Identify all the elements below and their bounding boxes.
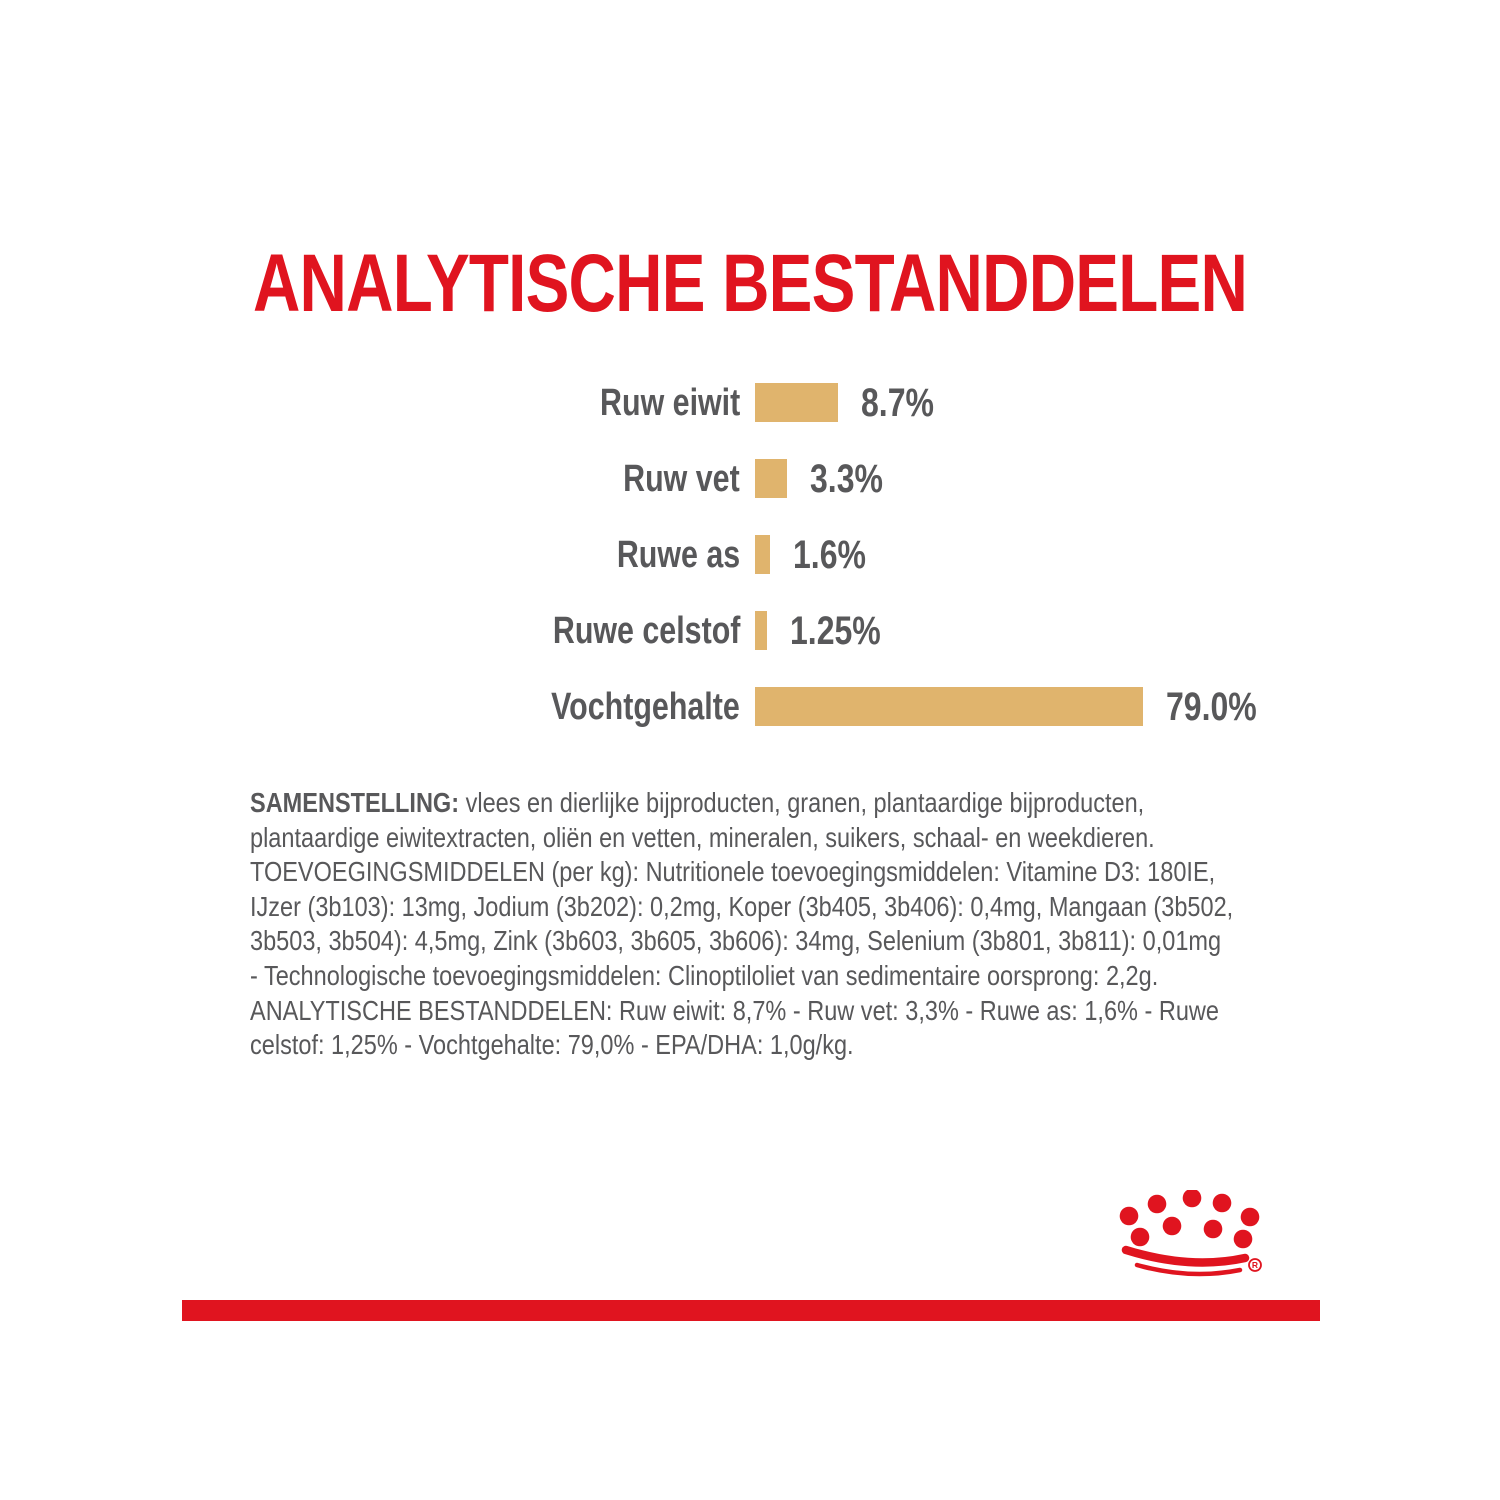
crown-dot bbox=[1148, 1195, 1167, 1214]
bar-value-text: 3.3% bbox=[810, 456, 883, 501]
bar-label-text: Ruw vet bbox=[623, 457, 740, 500]
crown-dot bbox=[1204, 1220, 1223, 1239]
bar-vochtgehalte bbox=[755, 687, 1143, 726]
chart-row-ruw-eiwit bbox=[0, 380, 1500, 425]
bar-value-text: 8.7% bbox=[861, 380, 934, 425]
bar-value-text: 1.25% bbox=[790, 608, 881, 653]
composition-line: 3b503, 3b504): 4,5mg, Zink (3b603, 3b605, 3b606): 34mg, Selenium (3b801, 3b811): 0,01mg bbox=[250, 925, 1222, 957]
analytical-components-chart bbox=[0, 380, 1500, 763]
composition-text bbox=[250, 786, 1400, 1063]
bar-value bbox=[1166, 684, 1279, 729]
composition-line: SAMENSTELLING: vlees en dierlijke bijproducten, granen, plantaardige bijproducten, bbox=[250, 787, 1145, 818]
bar-ruw-eiwit bbox=[755, 383, 838, 422]
bar-label bbox=[0, 381, 740, 424]
bar-label bbox=[0, 457, 740, 500]
bar-label-text: Ruw eiwit bbox=[599, 381, 740, 424]
chart-row-ruw-vet bbox=[0, 456, 1500, 501]
composition-line: ANALYTISCHE BESTANDDELEN: Ruw eiwit: 8,7% - Ruw vet: 3,3% - Ruwe as: 1,6% - Ruwe bbox=[250, 994, 1219, 1026]
registered-trademark-icon bbox=[1249, 1259, 1261, 1271]
bar-label bbox=[0, 533, 740, 576]
composition-line: TOEVOEGINGSMIDDELEN (per kg): Nutritionele toevoegingsmiddelen: Vitamine D3: 180IE, bbox=[250, 856, 1216, 888]
bar-label-text: Ruwe as bbox=[616, 533, 740, 576]
crown-dot bbox=[1183, 1190, 1202, 1207]
bar-ruwe-celstof bbox=[755, 611, 767, 650]
bar-label-text: Ruwe celstof bbox=[552, 609, 740, 652]
bottom-red-divider bbox=[182, 1300, 1320, 1321]
bar-value-text: 1.6% bbox=[793, 532, 866, 577]
crown-band-thin bbox=[1137, 1265, 1240, 1274]
chart-row-ruwe-as bbox=[0, 532, 1500, 577]
bar-ruw-vet bbox=[755, 459, 787, 498]
crown-dot bbox=[1213, 1194, 1232, 1213]
royal-canin-crown-logo bbox=[1118, 1190, 1268, 1282]
crown-dot bbox=[1163, 1217, 1182, 1236]
crown-dot bbox=[1120, 1207, 1139, 1226]
composition-line: plantaardige eiwitextracten, oliën en vetten, mineralen, suikers, schaal- en weekdieren. bbox=[250, 821, 1155, 853]
page-title: ANALYTISCHE BESTANDDELEN bbox=[252, 238, 1248, 329]
chart-row-vochtgehalte bbox=[0, 684, 1500, 729]
chart-row-ruwe-celstof bbox=[0, 608, 1500, 653]
bar-label bbox=[0, 685, 740, 728]
bar-value-text: 79.0% bbox=[1166, 684, 1257, 729]
bar-value bbox=[810, 456, 901, 501]
samenstelling-label: SAMENSTELLING: bbox=[250, 787, 460, 818]
bar-value bbox=[793, 532, 884, 577]
crown-dot bbox=[1131, 1228, 1150, 1247]
svg-text:R: R bbox=[1251, 1260, 1259, 1271]
bar-label-text: Vochtgehalte bbox=[551, 685, 740, 728]
composition-line: celstof: 1,25% - Vochtgehalte: 79,0% - EPA/DHA: 1,0g/kg. bbox=[250, 1029, 854, 1061]
crown-dot bbox=[1234, 1230, 1253, 1249]
crown-band-thick bbox=[1126, 1250, 1245, 1263]
crown-dot bbox=[1241, 1208, 1260, 1227]
bar-value bbox=[861, 380, 952, 425]
composition-line: - Technologische toevoegingsmiddelen: Clinoptiloliet van sedimentaire oorsprong: 2,2g. bbox=[250, 959, 1159, 991]
bar-label bbox=[0, 609, 740, 652]
composition-line: IJzer (3b103): 13mg, Jodium (3b202): 0,2mg, Koper (3b405, 3b406): 0,4mg, Mangaan (3b502, bbox=[250, 890, 1234, 922]
bar-ruwe-as bbox=[755, 535, 770, 574]
bar-value bbox=[790, 608, 903, 653]
